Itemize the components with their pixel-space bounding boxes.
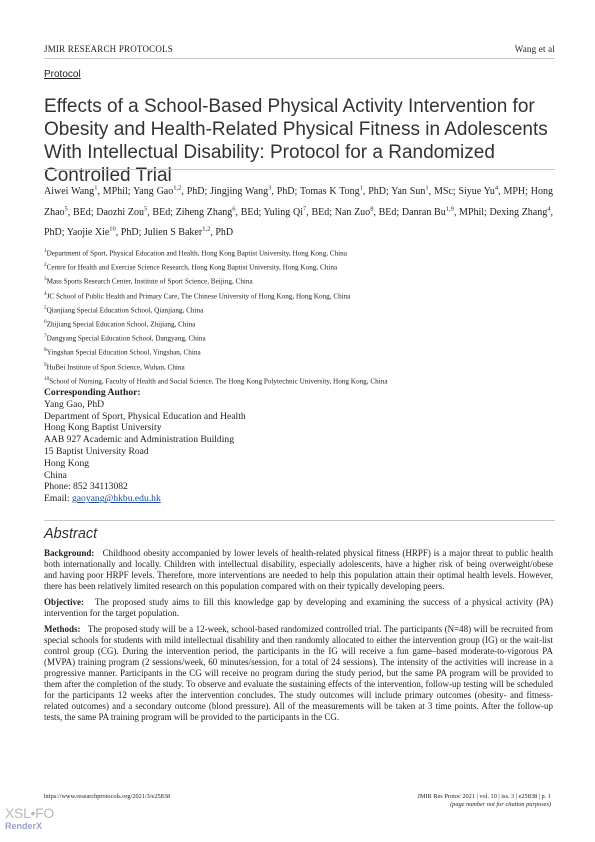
- background-text: Childhood obesity accompanied by lower levels of health-related physical fitness (HRPF) is a major threat to public health both internationally and locally. Children with intellectual disability, especially adolescents, have a higher risk of being overweight/obese and having poor HRPF levels. Therefore, more interventions are needed to help this population attain their optimal health levels. However, there has been relatively limited research on this population compared with on their typically developing peers.: [44, 548, 554, 591]
- author: [264, 207, 335, 218]
- author: [335, 207, 402, 218]
- author-name: Daozhi Zou: [96, 206, 144, 218]
- journal-name: JMIR RESEARCH PROTOCOLS: [44, 44, 173, 54]
- affiliation-text: HuBei Institute of Sport Science, Wuhan, China: [46, 362, 185, 371]
- affiliation-text: Yingshan Special Education School, Yingshan, China: [46, 348, 201, 357]
- author-name: Yang Gao: [133, 186, 174, 198]
- author-affil-sup: 1: [359, 185, 363, 192]
- author-degree: , MPhil;: [97, 186, 134, 198]
- affiliation-number: 10: [44, 375, 50, 382]
- affiliation: [44, 303, 559, 317]
- author-degree: , PhD;: [362, 186, 392, 198]
- author: [67, 227, 144, 238]
- author-affil-sup: 1: [425, 185, 429, 192]
- address-line: Department of Sport, Physical Education and Health: [44, 410, 246, 422]
- author-degree: , BEd;: [235, 206, 264, 218]
- abstract-body: [44, 548, 553, 728]
- affiliation-number: 1: [44, 248, 47, 254]
- objective-label: Objective:: [44, 597, 84, 608]
- affiliation: [44, 317, 559, 331]
- address-line: 15 Baptist University Road: [44, 445, 149, 457]
- author-affil-sup: 8: [370, 205, 374, 213]
- abstract-heading: Abstract: [44, 526, 98, 542]
- renderer-watermark: [5, 806, 54, 831]
- author-affil-sup: 1,9: [445, 205, 454, 213]
- affiliation-number: 8: [44, 347, 47, 354]
- author-list: [44, 180, 553, 241]
- email-row: [44, 493, 444, 505]
- address-line: Hong Kong: [44, 457, 90, 469]
- author-affil-sup: 4: [547, 205, 551, 213]
- author-name: Hong Zhao: [44, 186, 553, 218]
- footer-citation: JMIR Res Protoc 2021 | vol. 10 | iss. 3 | e25838 | p. 1: [417, 793, 551, 800]
- article-type-link[interactable]: Protocol: [44, 69, 81, 80]
- title-divider: [44, 169, 555, 170]
- author: [458, 186, 530, 197]
- phone: Phone: 852 34113082: [44, 481, 128, 493]
- background-label: Background:: [44, 548, 95, 558]
- article-title: Effects of a School-Based Physical Activity Intervention for Obesity and Health-Related Physical Fitness in Adolescents With Intellectual Disability: Protocol for a Randomized Controlled Trial: [44, 96, 548, 186]
- author-degree: , PhD: [210, 226, 234, 238]
- author-affil-sup: 3: [268, 185, 272, 192]
- author-affil-sup: 6: [232, 205, 236, 213]
- abstract-divider: [44, 520, 555, 521]
- author: [144, 227, 233, 238]
- affiliation: [44, 345, 559, 359]
- author-degree: , PhD;: [181, 186, 211, 198]
- affiliation-text: Centre for Health and Exercise Science Research, Hong Kong Baptist University, Hong Kong, China: [46, 263, 338, 272]
- author-name: Yan Sun: [391, 186, 426, 198]
- author: [210, 186, 300, 197]
- abstract-methods: [44, 624, 553, 722]
- abstract-background: [44, 548, 553, 592]
- author-degree: , MPhil;: [453, 206, 490, 218]
- affiliation: [44, 360, 559, 374]
- author: [300, 186, 391, 197]
- author-degree: , BEd;: [306, 206, 335, 218]
- affiliation: [44, 374, 559, 388]
- objective-text: The proposed study aims to fill this knowledge gap by developing and examining the success of a physical activity (PA) intervention for the target population.: [44, 597, 554, 619]
- affiliation-text: Dangyang Special Education School, Dangyang, China: [46, 334, 206, 343]
- footer-citation-block: [417, 793, 551, 810]
- author-name: Yaojie Xie: [66, 226, 110, 238]
- author-affil-sup: 7: [302, 205, 307, 213]
- footer-url[interactable]: https://www.researchprotocols.org/2021/3/e25838: [44, 793, 171, 800]
- author-affil-sup: 1: [94, 185, 98, 192]
- email-label: Email:: [44, 493, 72, 505]
- author-degree: , MSc;: [428, 186, 459, 198]
- affiliation: [44, 331, 559, 345]
- author-degree: , PhD;: [271, 186, 300, 198]
- author: [96, 207, 175, 218]
- affiliation-number: 5: [44, 304, 47, 311]
- affiliation-number: 6: [44, 318, 47, 325]
- running-header: [44, 44, 555, 58]
- corresponding-author-block: [44, 387, 444, 505]
- author-name: Jingjing Wang: [210, 186, 269, 198]
- affiliation-text: Mass Sports Research Center, Institute of Sport Science, Beijing, China: [46, 277, 253, 286]
- author: [402, 207, 490, 218]
- author-affil-sup: 1,2: [202, 225, 211, 233]
- author: [176, 207, 264, 218]
- affiliation-text: JC School of Public Health and Primary Care, The Chinese University of Hong Kong, Hong Kong, China: [46, 291, 351, 300]
- address-line: China: [44, 469, 67, 481]
- affiliation: [44, 260, 559, 274]
- corresponding-name: Yang Gao, PhD: [44, 398, 105, 410]
- affiliation-number: 4: [44, 290, 47, 297]
- author: [44, 186, 133, 197]
- header-divider: [44, 58, 555, 59]
- affiliation-text: Qianjiang Special Education School, Qianjiang, China: [46, 306, 204, 315]
- author-name: Aiwei Wang: [44, 186, 95, 198]
- author-name: Dexing Zhang: [489, 206, 548, 218]
- affiliation-text: School of Nursing, Faculty of Health and Social Science, The Hong Kong Polytechnic University, Hong Kong, China: [49, 377, 388, 386]
- author-name: Yuling Qi: [263, 206, 303, 218]
- author-name: Siyue Yu: [458, 186, 495, 198]
- footer-note: (page number not for citation purposes): [450, 801, 551, 809]
- author: [391, 186, 458, 197]
- author-affil-sup: 1,2: [173, 185, 182, 192]
- running-author: Wang et al: [514, 44, 555, 54]
- methods-text: The proposed study will be a 12-week, school-based randomized controlled trial. The participants (N=48) will be recruited from special schools for students with mild intellectual disability and then randomly allocated to either the intervention group (IG) or the wait-list control group (CG). During the intervention period, the participants in the IG will receive a fun game–based moderate-to-vigorous PA (MVPA) training program (2 sessions/week, 60 minutes/session, for a total of 24 sessions). The intensity of the activities will increase in a progressive manner. Participants in the CG will receive no program during the study period, but the same PA program will be provided to them after the completion of the study. To observe and evaluate the sustaining effects of the intervention, follow-up testing will be scheduled for the participants 12 weeks after the intervention concludes. The study outcomes will include primary outcomes (obesity- and fitness-related outcomes) and a secondary outcome (blood pressure). All of the measurements will be taken at 3 time points. After the follow-up tests, the same PA training program will be provided to the participants in the CG.: [44, 624, 553, 722]
- author-degree: , PhD;: [44, 206, 553, 238]
- methods-label: Methods:: [44, 624, 81, 635]
- author-affil-sup: 10: [109, 225, 116, 233]
- address-line: Hong Kong Baptist University: [44, 422, 162, 434]
- author-name: Danran Bu: [401, 206, 446, 218]
- author-degree: , BEd;: [373, 206, 402, 218]
- affiliation-list: [44, 246, 559, 388]
- affiliation-number: 3: [44, 276, 47, 283]
- email-link[interactable]: gaoyang@hkbu.edu.hk: [71, 493, 161, 505]
- affiliation: [44, 274, 559, 288]
- author-degree: , BEd;: [67, 206, 97, 218]
- author-name: Ziheng Zhang: [175, 206, 233, 218]
- affiliation-number: 7: [44, 333, 47, 340]
- author-degree: , MPH;: [498, 186, 531, 198]
- author-name: Nan Zuo: [334, 206, 371, 218]
- affiliation-text: Zhijiang Special Education School, Zhijiang, China: [46, 320, 196, 329]
- author-degree: , PhD;: [115, 226, 144, 238]
- corresponding-heading: Corresponding Author:: [44, 387, 141, 398]
- address-line: AAB 927 Academic and Administration Building: [44, 434, 234, 446]
- affiliation-text: Department of Sport, Physical Education and Health, Hong Kong Baptist University, Hong Kong, China: [46, 249, 347, 258]
- author-affil-sup: 5: [143, 205, 148, 213]
- affiliation: [44, 289, 559, 303]
- author: [133, 186, 210, 197]
- affiliation: [44, 246, 559, 260]
- author-name: Julien S Baker: [143, 226, 203, 238]
- watermark-renderx: RenderX: [5, 821, 43, 831]
- affiliation-number: 2: [44, 262, 47, 269]
- abstract-objective: [44, 597, 553, 619]
- affiliation-number: 9: [44, 361, 47, 368]
- author-degree: , BEd;: [147, 206, 176, 218]
- author-affil-sup: 5: [64, 205, 68, 213]
- author-affil-sup: 4: [494, 185, 499, 192]
- author-name: Tomas K Tong: [299, 186, 360, 198]
- watermark-xslfo: XSL•FO: [5, 805, 55, 821]
